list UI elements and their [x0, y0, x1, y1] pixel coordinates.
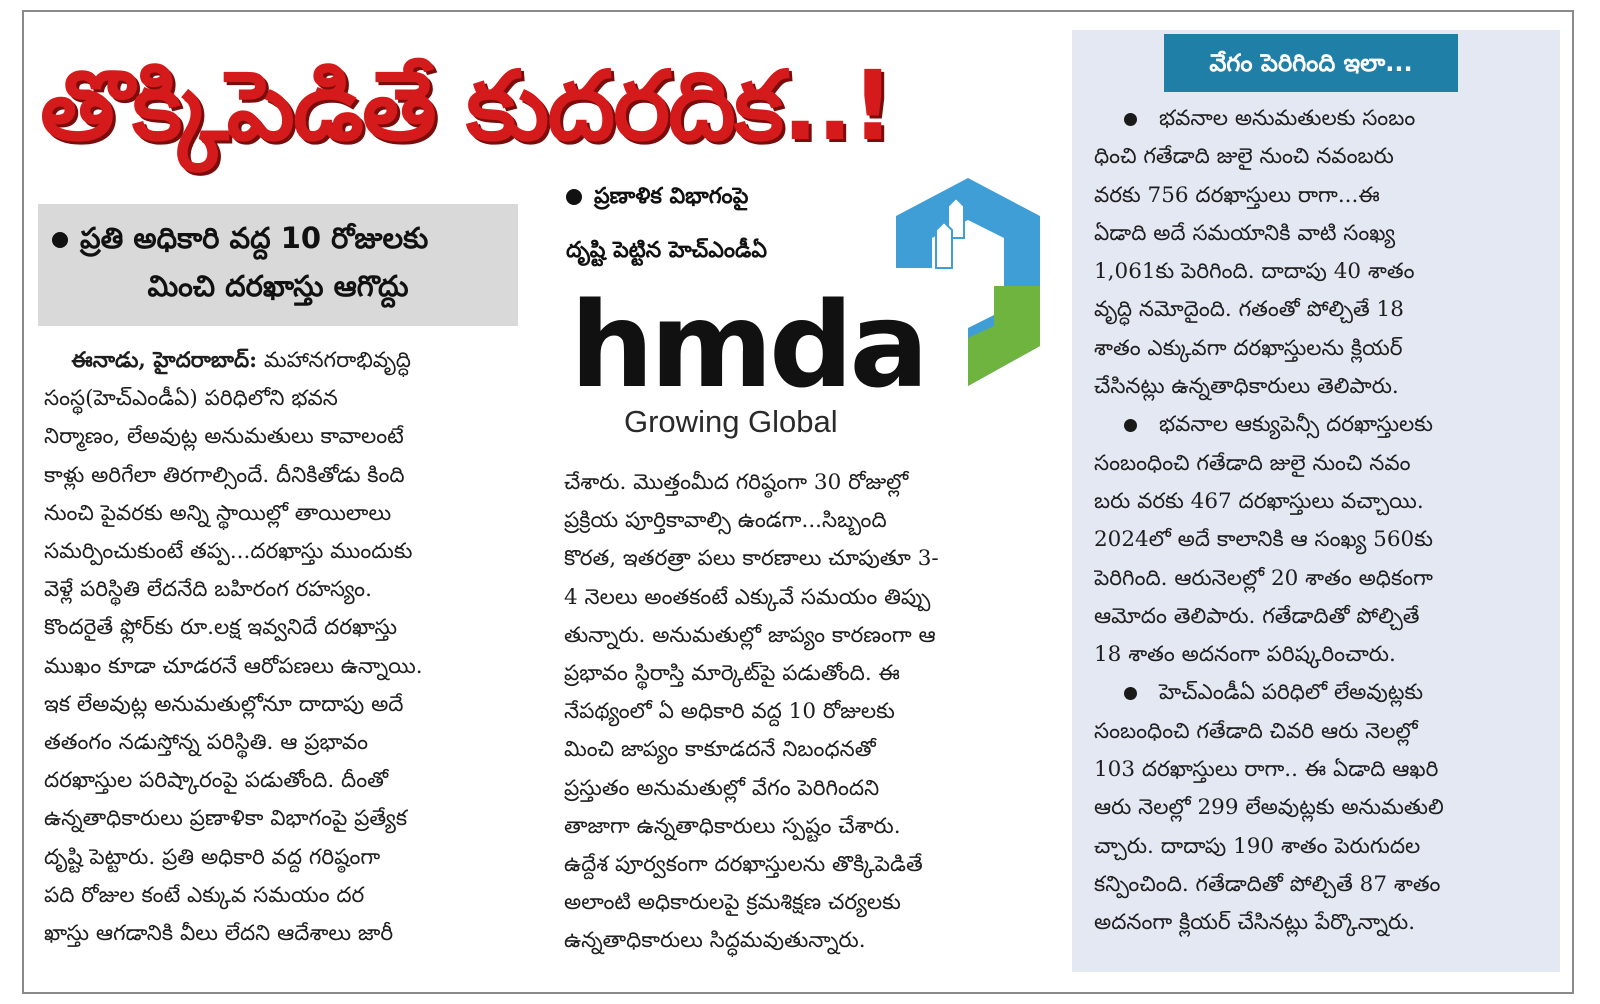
subhead-line-2: మించి దరఖాస్తు ఆగొద్దు	[147, 269, 409, 303]
article-line: మించి జాప్యం కాకూడదనే నిబంధనతో	[564, 737, 876, 763]
sidebar-line: 18 శాతం అదనంగా పరిష్కరించారు.	[1094, 642, 1396, 668]
sidebar-line-text: హెచ్‌ఎండీఏ పరిధిలో లేఅవుట్లకు	[1159, 680, 1424, 706]
article-line: అలాంటి అధికారులపై క్రమశిక్షణ చర్యలకు	[564, 890, 901, 916]
article-line: సంస్థ(హెచ్‌ఎండీఏ) పరిధిలోని భవన	[44, 386, 338, 412]
sidebar-line: ఆమోదం తెలిపారు. గతేడాదితో పోల్చితే	[1094, 603, 1420, 629]
article-line: కాళ్లు అరిగేలా తిరగాల్సిందే. దీనికితోడు కింది	[44, 462, 405, 488]
article-line: ప్రక్రియ పూర్తికావాల్సి ఉండగా...సిబ్బంది	[564, 508, 887, 534]
tagline	[566, 170, 886, 278]
sidebar-line: బరు వరకు 467 దరఖాస్తులు వచ్చాయి.	[1094, 488, 1424, 514]
tagline-text-1: ప్రణాళిక విభాగంపై	[594, 184, 749, 209]
article-line: పది రోజుల కంటే ఎక్కువ సమయం దర	[44, 882, 365, 908]
article-line: వెళ్లే పరిస్థితి లేదనేది బహిరంగ రహస్యం.	[44, 577, 372, 603]
article-line: ఇక లేఅవుట్ల అనుమతుల్లోనూ దాదాపు అదే	[44, 691, 404, 717]
subhead-box	[38, 204, 518, 326]
article-line-text: మహానగరాభివృద్ధి	[263, 348, 411, 373]
bullet-icon	[566, 189, 582, 205]
dateline: ఈనాడు, హైదరాబాద్:	[71, 348, 258, 373]
article-line: ఉన్నతాధికారులు సిద్ధమవుతున్నారు.	[564, 928, 866, 954]
sidebar-line: 1,061కు పెరిగింది. దాదాపు 40 శాతం	[1094, 259, 1415, 285]
sidebar-title: వేగం పెరిగింది ఇలా...	[1164, 34, 1458, 92]
article-line: కొందరైతే ఫ్లోర్‌కు రూ.లక్ష ఇవ్వనిదే దరఖాస్తు	[44, 615, 398, 641]
article-line: నుంచి పైవరకు అన్ని స్థాయిల్లో తాయిలాలు	[44, 500, 392, 526]
sidebar-line: శాతం ఎక్కువగా దరఖాస్తులను క్లియర్	[1094, 335, 1403, 361]
sidebar-line: చేసినట్లు ఉన్నతాధికారులు తెలిపారు.	[1094, 374, 1399, 400]
sidebar-line: సంబంధించి గతేడాది చివరి ఆరు నెలల్లో	[1094, 718, 1418, 744]
article-line: తాజాగా ఉన్నతాధికారులు స్పష్టం చేశారు.	[564, 813, 901, 839]
article-line: తున్నారు. అనుమతుల్లో జాప్యం కారణంగా ఆ	[564, 622, 936, 648]
article-column-2	[564, 464, 1042, 961]
article-line: కొరత, ఇతరత్రా పలు కారణాలు చూపుతూ 3-	[564, 546, 939, 572]
sidebar-line: 2024లో అదే కాలానికి ఆ సంఖ్య 560కు	[1094, 527, 1433, 553]
logo-tagline: Growing Global	[624, 404, 838, 439]
sidebar-line	[1094, 406, 1544, 444]
article-line: నేపథ్యంలో ఏ అధికారి వద్ద 10 రోజులకు	[564, 699, 895, 725]
article-line: ఉన్నతాధికారులు ప్రణాళికా విభాగంపై ప్రత్యేక	[44, 806, 408, 832]
sidebar-line-text: భవనాల అనుమతులకు సంబం	[1159, 106, 1416, 131]
sidebar-text	[1094, 100, 1544, 943]
sidebar-line: పెరిగింది. ఆరునెలల్లో 20 శాతం అధికంగా	[1094, 565, 1433, 591]
article-line	[44, 342, 520, 380]
article-line: దరఖాస్తుల పరిష్కారంపై పడుతోంది. దీంతో	[44, 768, 389, 794]
article-line: దృష్టి పెట్టారు. ప్రతి అధికారి వద్ద గరిష్ఠంగా	[44, 844, 381, 870]
article-line: తతంగం నడుస్తోన్న పరిస్థితి. ఆ ప్రభావం	[44, 730, 369, 756]
bullet-icon	[52, 232, 68, 248]
sidebar-line: సంబంధించి గతేడాది జులై నుంచి నవం	[1094, 450, 1411, 476]
sidebar-line: అదనంగా క్లియర్ చేసినట్లు పేర్కొన్నారు.	[1094, 910, 1416, 936]
logo-wordmark: hmda	[570, 276, 926, 414]
article-line: ముఖం కూడా చూడరనే ఆరోపణలు ఉన్నాయి.	[44, 653, 423, 679]
subhead-line-1	[52, 214, 504, 262]
sidebar-line: వృద్ధి నమోదైంది. గతంతో పోల్చితే 18	[1094, 297, 1404, 323]
sidebar-line: కన్పించింది. గతేడాదితో పోల్చితే 87 శాతం	[1094, 871, 1441, 897]
sidebar-box	[1072, 30, 1560, 972]
sidebar-line	[1094, 100, 1544, 138]
article-line: చేశారు. మొత్తంమీద గరిష్ఠంగా 30 రోజుల్లో	[564, 470, 909, 495]
article-line: ప్రస్తుతం అనుమతుల్లో వేగం పెరిగిందని	[564, 775, 880, 801]
sidebar-line: ఏడాది అదే సమయానికి వాటి సంఖ్య	[1094, 220, 1396, 246]
sidebar-line: ఆరు నెలల్లో 299 లేఅవుట్లకు అనుమతులి	[1094, 795, 1444, 821]
sidebar-line	[1094, 674, 1544, 712]
subhead-text-1: ప్రతి అధికారి వద్ద 10 రోజులకు	[80, 221, 429, 255]
sidebar-line: ధించి గతేడాది జులై నుంచి నవంబరు	[1094, 144, 1394, 170]
sidebar-line: 103 దరఖాస్తులు రాగా.. ఈ ఏడాది ఆఖరి	[1094, 757, 1439, 783]
article-column-1	[44, 342, 520, 953]
article-line: 4 నెలలు అంతకంటే ఎక్కువే సమయం తిప్పు	[564, 584, 931, 610]
article-line: ఉద్దేశ పూర్వకంగా దరఖాస్తులను తొక్కిపెడితే	[564, 852, 923, 878]
bullet-icon	[1124, 419, 1137, 432]
sidebar-line-text: భవనాల ఆక్యుపెన్సీ దరఖాస్తులకు	[1159, 412, 1433, 438]
tagline-line-2: దృష్టి పెట్టిన హెచ్‌ఎండీఏ	[566, 238, 767, 263]
sidebar-line: వరకు 756 దరఖాస్తులు రాగా...ఈ	[1094, 182, 1380, 208]
article-frame	[22, 10, 1574, 994]
bullet-icon	[1124, 687, 1137, 700]
headline: తొక్కిపెడితే కుదరదిక..!	[40, 50, 893, 162]
article-line: నిర్మాణం, లేఅవుట్ల అనుమతులు కావాలంటే	[44, 424, 404, 450]
tagline-line-1	[566, 170, 886, 224]
bullet-icon	[1124, 113, 1137, 126]
article-line: ఖాస్తు ఆగడానికి వీలు లేదని ఆదేశాలు జారీ	[44, 921, 394, 947]
article-line: ప్రభావం స్థిరాస్తి మార్కెట్‌పై పడుతోంది. ఈ	[564, 661, 900, 687]
article-line: సమర్పించుకుంటే తప్ప...దరఖాస్తు ముందుకు	[44, 539, 413, 565]
sidebar-line: చ్చారు. దాదాపు 190 శాతం పెరుగుదల	[1094, 833, 1421, 859]
